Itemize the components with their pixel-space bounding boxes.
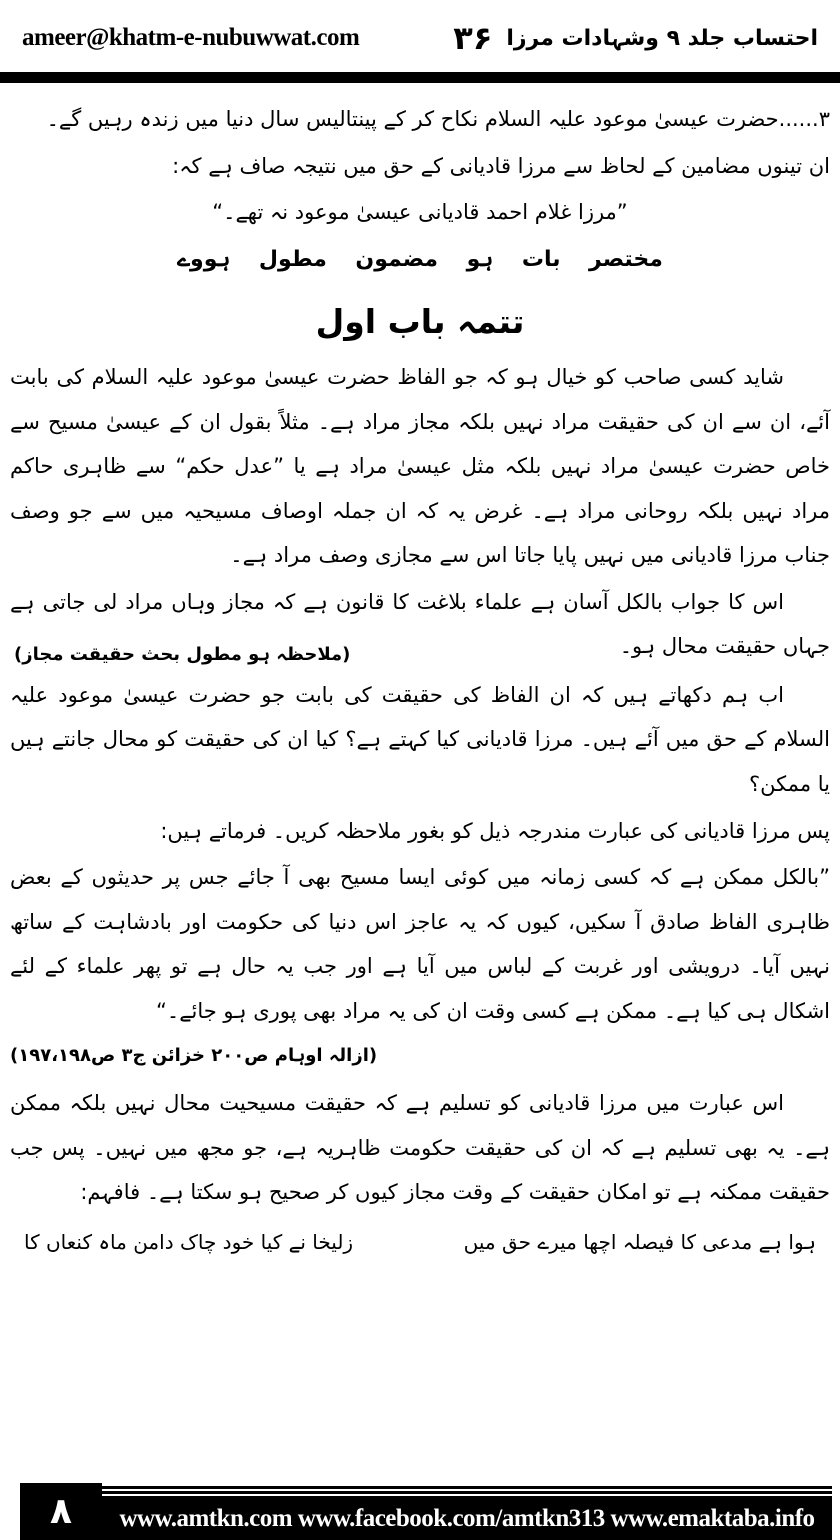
footer-divider-stripes <box>102 1486 832 1498</box>
header-book-title: احتساب جلد ۹ وشہادات مرزا <box>506 25 818 51</box>
paragraph-objection: شاید کسی صاحب کو خیال ہو کہ جو الفاظ حضرت عیسیٰ موعود علیہ السلام کی بابت آئے، ان سے ان کی حقیقت مراد نہیں بلکہ مجاز مراد ہے۔ مثلاً بقول ان کے عیسیٰ مسیح سے خاص حضرت عیسیٰ مراد نہیں بلکہ مثل عیسیٰ مراد ہے یا ”عدل حکم“ سے ظاہری حاکم مراد نہیں بلکہ روحانی مراد ہے۔ غرض یہ کہ ان جملہ اوصاف مسیحیہ میں سے جو وصف جناب مرزا قادیانی میں نہیں پایا جاتا اس سے مجازی وصف مراد ہے۔ <box>10 365 830 568</box>
closing-couplet <box>10 1219 830 1265</box>
page-body <box>0 83 840 1483</box>
paragraph-lead-in: پس مرزا قادیانی کی عبارت مندرجہ ذیل کو بغور ملاحظہ کریں۔ فرماتے ہیں: <box>160 818 830 843</box>
page-header <box>0 0 840 66</box>
paragraph-demonstration: اب ہم دکھاتے ہیں کہ ان الفاظ کی حقیقت کی بابت جو حضرت عیسیٰ موعود علیہ السلام کے حق میں آئے ہیں۔ مرزا قادیانی کیا کہتے ہے؟ کیا ان کی حقیقت کو محال جانتے ہیں یا ممکن؟ <box>10 682 830 796</box>
header-email: ameer@khatm-e-nubuwwat.com <box>22 24 360 51</box>
moral-verse: مختصر بات ہو مضمون مطول ہووے <box>177 246 663 272</box>
footer-links-bar <box>102 1486 832 1540</box>
margin-note: (ملاحظہ ہو مطول بحث حقیقت مجاز) <box>14 643 351 665</box>
paragraph-answer <box>10 580 830 671</box>
section-heading: تتمہ باب اول <box>315 302 525 342</box>
conclusion-quote: ”مرزا غلام احمد قادیانی عیسیٰ موعود نہ تھے۔“ <box>212 200 628 225</box>
numbered-item-3: ۳......حضرت عیسیٰ موعود علیہ السلام نکاح کر کے پینتالیس سال دنیا میں زندہ رہیں گے۔ <box>46 107 830 131</box>
header-page-number: ۳۶ <box>453 19 493 57</box>
paragraph-commentary: اس عبارت میں مرزا قادیانی کو تسلیم ہے کہ حقیقت مسیحیت محال نہیں بلکہ ممکن ہے۔ یہ بھی تسلیم ہے کہ ان کی حقیقت حکومت ظاہریہ ہے، جو مجھ میں نہیں۔ پس جب حقیقت ممکنہ ہے تو امکان حقیقت کے وقت مجاز کیوں کر صحیح ہو سکتا ہے۔ فافہم: <box>10 1091 830 1205</box>
footer-links: www.amtkn.com www.facebook.com/amtkn313 www.emaktaba.info <box>119 1505 815 1532</box>
conclusion-intro: ان تینوں مضامین کے لحاظ سے مرزا قادیانی کے حق میں نتیجہ صاف ہے کہ: <box>172 153 830 178</box>
header-rule <box>0 72 840 83</box>
paragraph-answer-text: اس کا جواب بالکل آسان ہے علماء بلاغت کا قانون ہے کہ مجاز وہاں مراد لی جاتی ہے جہاں حقیقت محال ہو۔ <box>10 589 830 659</box>
reference-citation: (ازالہ اوہام ص۲۰۰ خزائن ج۳ ص۱۹۷،۱۹۸) <box>10 1045 378 1067</box>
couplet-first-hemistich: ہوا ہے مدعی کا فیصلہ اچھا میرے حق میں <box>463 1229 816 1254</box>
footer-page-number: ۸ <box>20 1483 102 1540</box>
quoted-passage: ”بالکل ممکن ہے کہ کسی زمانہ میں کوئی ایسا مسیح بھی آ جائے جس پر حدیثوں کے بعض ظاہری الفاظ صادق آ سکیں، کیوں کہ یہ عاجز اس دنیا کی حکومت اور بادشاہت کے ساتھ نہیں آیا۔ درویشی اور غربت کے لباس میں آیا ہے اور جب یہ حال ہے تو پھر علماء کے لئے اشکال ہی کیا ہے۔ ممکن ہے کسی وقت ان کی یہ مراد بھی پوری ہو جائے۔“ <box>10 865 830 1023</box>
page-footer <box>0 1483 840 1540</box>
couplet-second-hemistich: زلیخا نے کیا خود چاک دامن ماہ کنعاں کا <box>24 1229 354 1254</box>
